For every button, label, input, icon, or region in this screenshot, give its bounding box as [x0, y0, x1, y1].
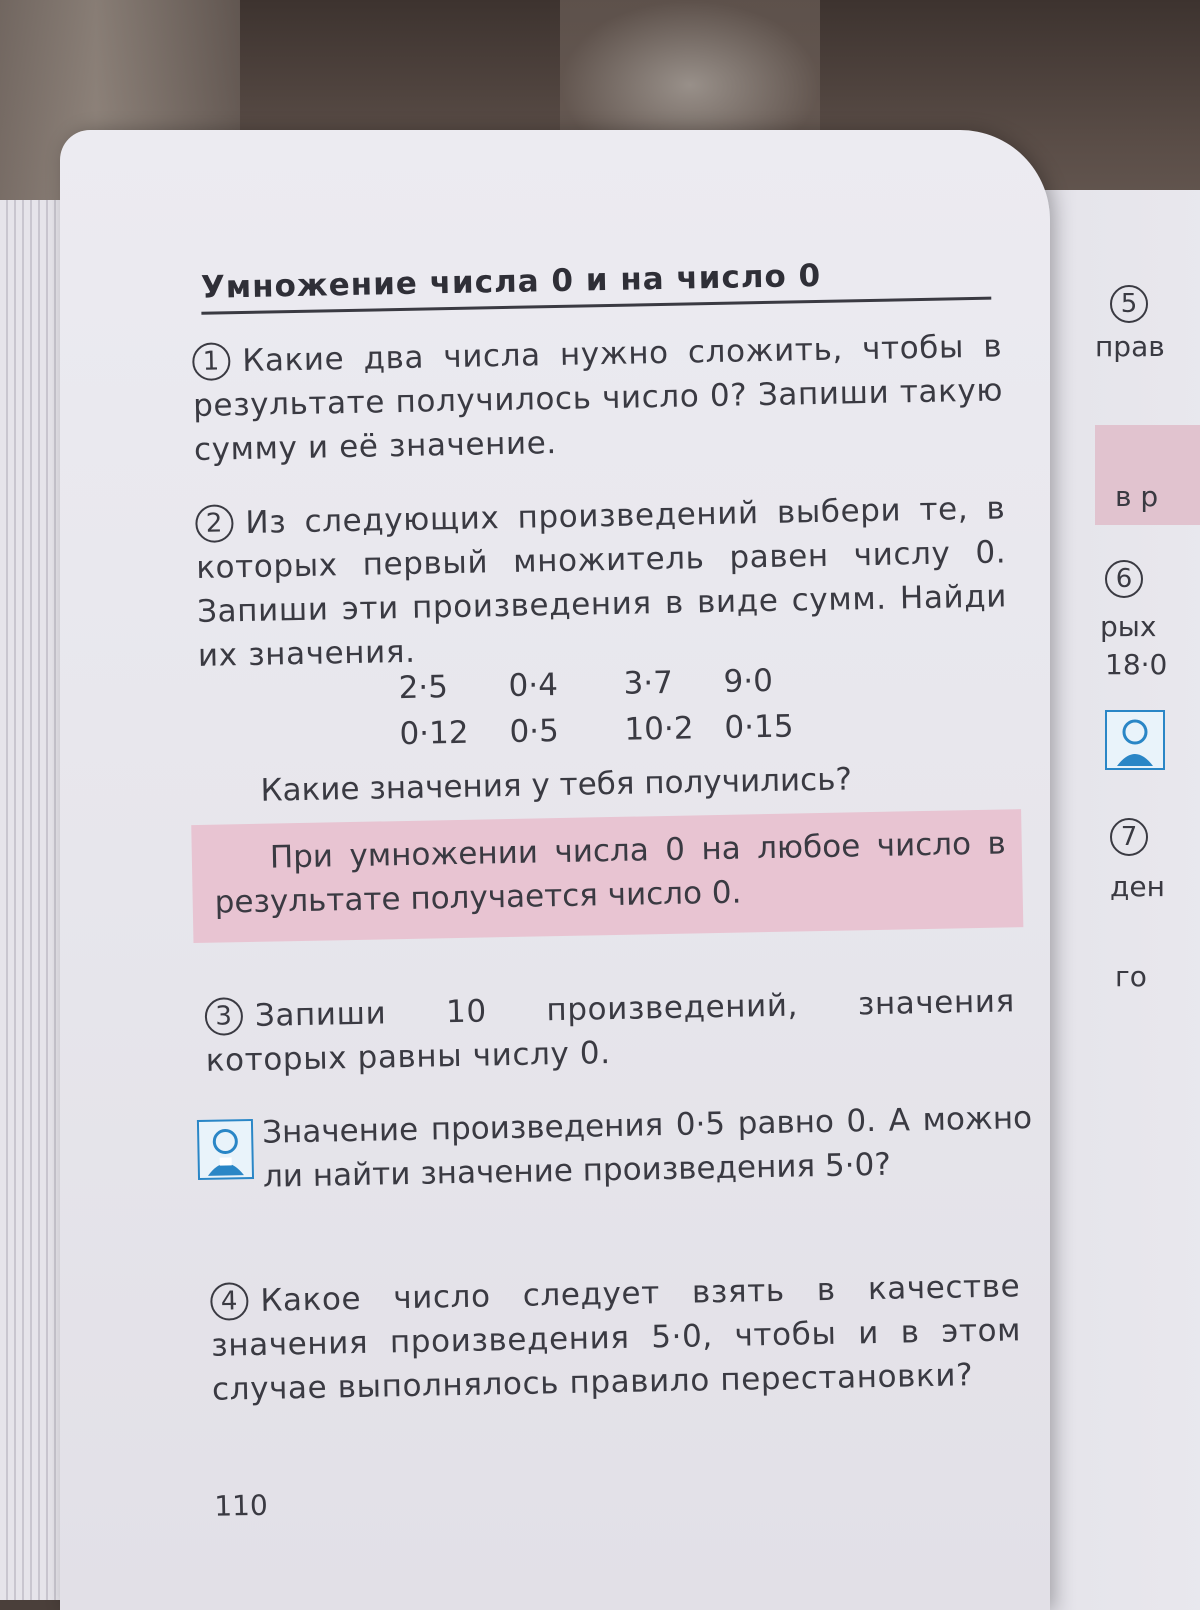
task-2-text: Из следующих произведений выбери те, в которых первый множитель равен числу 0. Запиши эти произведения в виде сумм. Найди их значения. [195, 490, 1008, 674]
product-item: 0·5 [509, 713, 560, 750]
task-number-3: 3 [205, 997, 244, 1036]
right-line: го [1115, 960, 1147, 993]
task-number-2: 2 [195, 504, 234, 543]
right-line: в р [1115, 480, 1159, 513]
right-line: прав [1095, 330, 1165, 363]
task-1 [192, 324, 1004, 472]
student-pictogram-icon [197, 1119, 254, 1180]
task-number-1: 1 [192, 342, 231, 381]
right-task-number-6: 6 [1105, 560, 1143, 598]
product-item: 0·4 [508, 667, 559, 704]
product-item: 9·0 [723, 662, 774, 700]
right-page-content [1095, 270, 1200, 1070]
task-2-question: Какие значения у тебя получились? [260, 761, 853, 809]
task-1-text: Какие два числа нужно сложить, чтобы в результате получилось число 0? Запиши такую сумму и её значение. [192, 328, 1004, 468]
rule-box [191, 809, 1023, 943]
product-item: 10·2 [624, 710, 694, 748]
product-item: 0·15 [724, 708, 794, 746]
product-item: 3·7 [623, 664, 674, 702]
task-3-text: Запиши 10 произведений, значения которых равны числу 0. [205, 983, 1016, 1079]
right-task-number-7: 7 [1110, 818, 1148, 856]
task-3 [204, 979, 1016, 1083]
task-2 [195, 486, 1008, 678]
task-4-text: Какое число следует взять в качестве значения произведения 5·0, чтобы и в этом случае выполнялось правило перестановки? [210, 1268, 1022, 1408]
right-line: рых [1100, 610, 1157, 643]
task-number-4: 4 [210, 1282, 249, 1321]
rule-text: При умножении числа 0 на любое число в результате получается число 0. [214, 825, 1007, 921]
products-grid [398, 658, 820, 756]
student-pictogram-icon [1105, 710, 1165, 770]
task-4 [210, 1264, 1022, 1412]
page-content [190, 224, 1034, 1523]
lesson-title: Умножение числа 0 и на число 0 [201, 255, 992, 315]
page-number: 110 [213, 1488, 269, 1523]
product-item: 0·12 [399, 714, 469, 753]
right-task-number-5: 5 [1110, 285, 1148, 323]
hint-text: Значение произведения 0·5 равно 0. А можно ли найти значение произведения 5·0? [261, 1100, 1033, 1195]
product-item: 2·5 [398, 669, 449, 707]
right-line: 18·0 [1105, 648, 1168, 681]
right-line: ден [1110, 870, 1165, 903]
